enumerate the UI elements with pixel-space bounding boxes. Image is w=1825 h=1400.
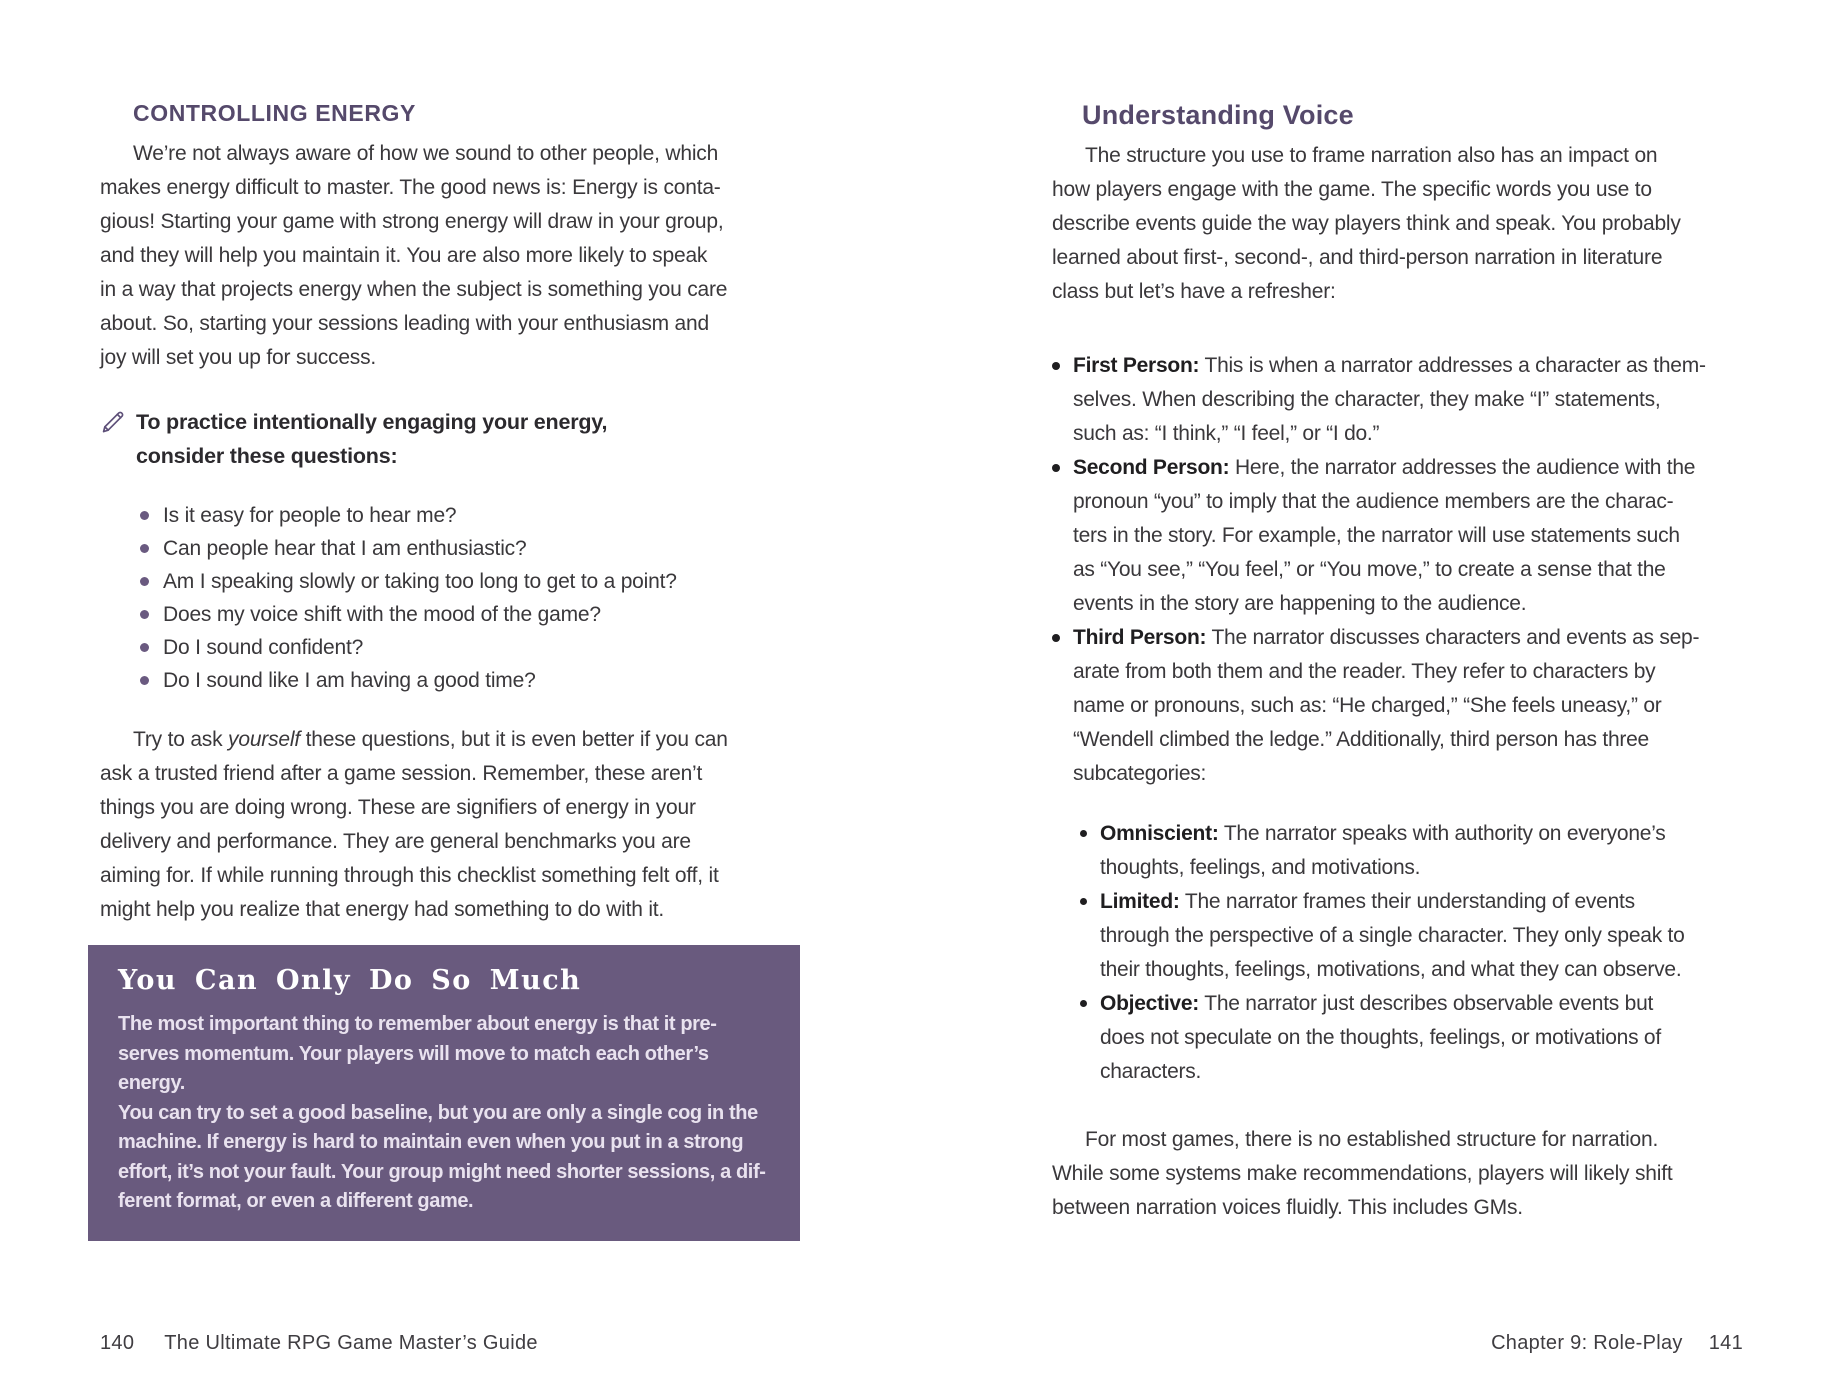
question-text: Am I speaking slowly or taking too long to get to a point? [163,570,677,593]
voice-item [1052,451,1752,621]
voice-body: This is when a narrator addresses a character as them- selves. When describing the character, they make “I” statements, such as: “I think,” “I feel,” or “I do.” [1073,354,1706,445]
subvoice-label: Omniscient: [1100,822,1219,845]
subvoice-body: The narrator just describes observable events but does not speculate on the thoughts, feelings, or motivations of characters. [1100,992,1661,1083]
subvoice-item [1080,817,1752,885]
voice-body: Here, the narrator addresses the audience with the pronoun “you” to imply that the audience members are the charac- ters in the story. For example, the narrator will use statements such as “You see,” “You feel,” or “You move,” to create a sense that the events in the story are happening to the audience. [1073,456,1696,615]
question-item [140,532,808,565]
page-footer-right [1491,1332,1743,1355]
callout-body: The most important thing to remember about energy is that it pre- serves momentum. Your players will move to match each other’s energy. You can try to set a good baseline, but you are only a single cog in the machine. If energy is hard to maintain even when you put in a strong effort, it’s not your fault. Your group might need shorter sessions, a dif- ferent format, or even a different game. [118,1013,766,1212]
voice-item [1052,621,1752,791]
italic-word: yourself [228,728,300,751]
questions-list [140,499,808,697]
section-heading: CONTROLLING ENERGY [133,100,416,126]
bullet-marker [140,544,149,553]
voice-text [1073,621,1699,791]
question-text: Do I sound like I am having a good time? [163,669,536,692]
bullet-marker [140,643,149,652]
book-title: The Ultimate RPG Game Master’s Guide [164,1332,538,1354]
subvoice-label: Limited: [1100,890,1180,913]
bullet-marker [140,577,149,586]
voice-text [1073,349,1706,451]
voice-label: Third Person: [1073,626,1207,649]
question-item [140,565,808,598]
page-number: 141 [1708,1332,1743,1354]
paragraph-segment: Try to ask [133,728,229,751]
subvoice-body: The narrator speaks with authority on everyone’s thoughts, feelings, and motivations. [1100,822,1666,879]
chapter-title: Chapter 9: Role-Play [1491,1332,1683,1354]
voice-label: Second Person: [1073,456,1230,479]
question-item [140,499,808,532]
paragraph-segment: these questions, but it is even better if you can ask a trusted friend after a game session. Remember, these aren’t things you are doing wrong. These are signifiers of energy in your delivery and performance. They are general benchmarks you are aiming for. If while running through this checklist something felt off, it might help you realize that energy had something to do with it. [100,728,728,921]
paragraph-ask-yourself [100,723,808,927]
callout-box [88,945,800,1241]
callout-title: You Can Only Do So Much [118,965,582,996]
subvoice-text [1100,987,1661,1089]
voice-body: The narrator discusses characters and events as sep- arate from both them and the reader. They refer to characters by name or pronouns, such as: “He charged,” “She feels uneasy,” or “Wendell climbed the ledge.” Additionally, third person has three subcategories: [1073,626,1700,785]
page-number: 140 [100,1332,135,1354]
bullet-marker [1080,898,1087,905]
question-text: Can people hear that I am enthusiastic? [163,537,527,560]
subvoice-label: Objective: [1100,992,1200,1015]
question-text: Do I sound confident? [163,636,364,659]
paragraph-voice-intro: The structure you use to frame narration also has an impact on how players engage with the game. The specific words you use to describe events guide the way players think and speak. You probably learned about first-, second-, and third-person narration in literature class but let’s have a refresher: [1052,144,1681,303]
page-right [1052,100,1752,1225]
subvoice-text [1100,817,1666,885]
third-person-sublist [1080,817,1752,1089]
question-item [140,664,808,697]
subsection-heading: Understanding Voice [1082,100,1354,130]
bullet-marker [1052,362,1060,370]
bullet-marker [1080,1000,1087,1007]
pencil-icon [100,405,136,473]
question-item [140,631,808,664]
subvoice-item [1080,987,1752,1089]
question-text: Does my voice shift with the mood of the game? [163,603,601,626]
subvoice-item [1080,885,1752,987]
voice-list [1052,349,1752,791]
question-text: Is it easy for people to hear me? [163,504,457,527]
question-item [140,598,808,631]
paragraph-closing: For most games, there is no established structure for narration. While some systems make recommendations, players will likely shift between narration voices fluidly. This includes GMs. [1052,1128,1673,1219]
bullet-marker [140,676,149,685]
bullet-marker [1052,464,1060,472]
page-left [100,100,808,1241]
bullet-marker [1052,634,1060,642]
note-callout [100,405,808,473]
note-text: To practice intentionally engaging your energy, consider these questions: [136,410,608,468]
voice-text [1073,451,1695,621]
voice-label: First Person: [1073,354,1200,377]
subvoice-body: The narrator frames their understanding of events through the perspective of a single character. They only speak to their thoughts, feelings, motivations, and what they can observe. [1100,890,1685,981]
voice-item [1052,349,1752,451]
bullet-marker [140,511,149,520]
bullet-marker [1080,830,1087,837]
paragraph-energy-intro: We’re not always aware of how we sound to other people, which makes energy difficult to master. The good news is: Energy is conta- gious! Starting your game with strong energy will draw in your group, and they will help you maintain it. You are also more likely to speak in a way that projects energy when the subject is something you care about. So, starting your sessions leading with your enthusiasm and joy will set you up for success. [100,142,728,369]
subvoice-text [1100,885,1685,987]
page-footer-left [100,1332,538,1355]
bullet-marker [140,610,149,619]
